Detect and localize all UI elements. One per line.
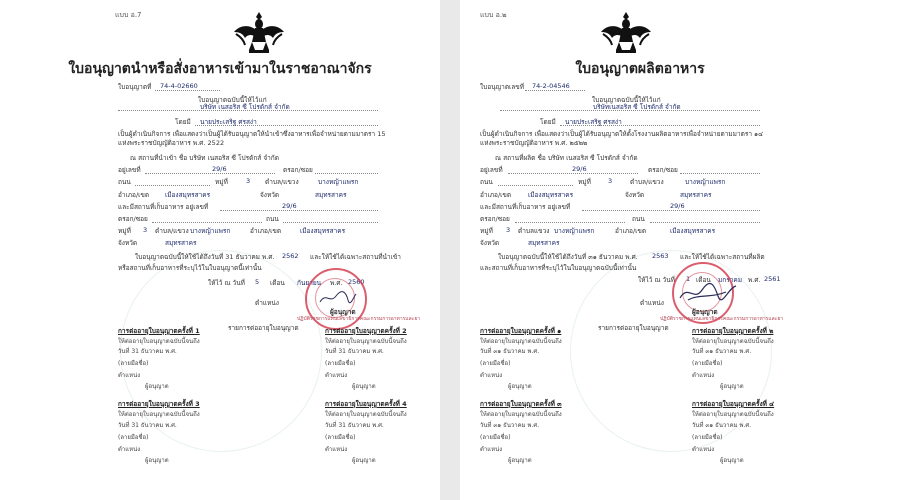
moo-number: 3: [608, 177, 613, 185]
garuda-emblem-icon: [233, 10, 285, 56]
province2: สมุทรสาคร: [528, 239, 560, 247]
subdistrict2-label: ตำบลแขวง: [518, 227, 550, 235]
production-place-label: ณ สถานที่ผลิต ชื่อ บริษัท เนสอริส ซี โปรดักส์ จำกัด: [495, 154, 638, 162]
address-number-label: อยู่เลขที่: [118, 166, 141, 174]
act-reference: แห่งพระราชบัญญัติอาหาร พ.ศ. 2522: [118, 139, 225, 147]
validity-statement-cont: และสถานที่เก็บอาหารที่ระบุไว้ในใบอนุญาตฉบับนี้เท่านั้น: [480, 264, 637, 272]
moo2-number: 3: [506, 226, 511, 234]
given-month: มกราคม: [718, 276, 742, 284]
validity-year: 2563: [652, 252, 669, 260]
by-label: โดยมี: [175, 118, 191, 126]
given-year-label: พ.ศ.: [330, 279, 343, 287]
moo2-number: 3: [143, 226, 148, 234]
given-day: 1: [686, 275, 691, 283]
storage-number: 29/6: [670, 202, 685, 210]
moo-number: 3: [246, 177, 251, 185]
granted-to-label: ใบอนุญาตฉบับนี้ให้ไว้แก่: [198, 96, 267, 104]
soi-label: ตรอก/ซอย: [283, 166, 313, 174]
soi2-label: ตรอก/ซอย: [480, 215, 510, 223]
signer-position-label: ตำแหน่ง: [255, 299, 279, 307]
import-license-document: แบบ อ.7 ใบอนุญาตนำหรือสั่งอาหารเข้ามาในราชอาณาจักร ใบอนุญาตที่ 74-4-02660 ใบอนุญาตฉบับนี้ให้ไว้แก่ บริษัท เนสอริส ซี โปรดักส์ จำกัด โดยมี นายประเสริฐ ศรสง่า เป็นผู้ดำเนินกิจการ เพื่อแสดงว่าเป็นผู้ได้รับอนุญาตให้นำเข้าซึ่งอาหารเพื่อจำหน่ายตามมาตรา 15 แห่งพระราชบัญญัติอาหาร พ.ศ. 2522 ณ สถานที่นำเข้า ชื่อ บริษัท เนสอริส ซี โปรดักส์ จำกัด อยู่เลขที่ 29/6 ตรอก/ซอย ถนน หมู่ที่ 3 ตำบล/แขวง บางหญ้าแพรก อำเภอ/เขต เมืองสมุทรสาคร จังหวัด สมุทรสาคร และมีสถานที่เก็บอาหาร อยู่เลขที่ 29/6 ตรอก/ซอย ถนน หมู่ที่ 3 ตำบล/แขวง บางหญ้าแพรก อำเภอ/เขต เมืองสมุทรสาคร จังหวัด สมุทรสาคร ใบอนุญาตฉบับนี้ให้ใช้ได้ถึงวันที่ 31 ธันวาคม พ.ศ. 2562 และให้ใช้ได้เฉพาะสถานที่นำเข้า หรือสถานที่เก็บอาหารที่ระบุไว้ในใบอนุญาตนี้เท่านั้น ให้ไว้ ณ วันที่ 5 เดือน กันยายน พ.ศ. 2560 ตำแหน่ง ผู้อนุญาต ปฏิบัติราชการแทนเลขาธิการคณะกรรมการอาหารและยา รายการต่ออายุใบอนุญาต การต่ออายุใบอนุญาตครั้งที่ 1 ให้ต่ออายุใบอนุญาตฉบับนี้จนถึง วันที่ 31 ธันวาคม พ.ศ. (ลายมือชื่อ) ตำแหน่ง ผู้อนุญาต การต่ออายุใบอนุญาตครั้งที่ 2 ให้ต่ออายุใบอนุญาตฉบับนี้จนถึง วันที่ 31 ธันวาคม พ.ศ. (ลายมือชื่อ) ตำแหน่ง ผู้อนุญาต การต่ออายุใบอนุญาตครั้งที่ 3 ให้ต่ออายุใบอนุญาตฉบับนี้จนถึง วันที่ 31 ธันวาคม พ.ศ. (ลายมือชื่อ) ตำแหน่ง ผู้อนุญาต การต่ออายุใบอนุญาตครั้งที่ 4 ให้ต่ออายุใบอนุญาตฉบับนี้จนถึง วันที่ 31 ธันวาคม พ.ศ. (ลายมือชื่อ) ตำแหน่ง ผู้อนุญาต: [0, 0, 440, 500]
subdistrict2: บางหญ้าแพรก: [190, 227, 231, 235]
stamp-caption: ปฏิบัติราชการแทนเลขาธิการคณะกรรมการอาหารและยา: [660, 316, 784, 322]
validity-year: 2562: [282, 252, 299, 260]
storage-number: 29/6: [282, 202, 297, 210]
province2-label: จังหวัด: [480, 239, 500, 247]
district2-label: อำเภอ/เขต: [250, 227, 282, 235]
district-label: อำเภอ/เขต: [480, 191, 512, 199]
operator-name: นายประเสริฐ ศรสง่า: [565, 118, 622, 126]
validity-statement: ใบอนุญาตฉบับนี้ให้ใช้ได้ถึงวันที่ 31 ธันวาคม พ.ศ.: [135, 253, 275, 261]
stamp-caption: ปฏิบัติราชการแทนเลขาธิการคณะกรรมการอาหารและยา: [297, 316, 421, 322]
granted-to-label: ใบอนุญาตฉบับนี้ให้ไว้แก่: [592, 96, 661, 104]
moo-label: หมู่ที่: [578, 178, 591, 186]
operator-name: นายประเสริฐ ศรสง่า: [200, 118, 257, 126]
moo2-label: หมู่ที่: [480, 227, 493, 235]
company-name: บริษัทเนสอริส ซี โปรดักส์ จำกัด: [593, 103, 681, 111]
validity-scope: และให้ใช้ได้เฉพาะสถานที่ผลิต: [680, 253, 765, 261]
given-month-label: เดือน: [696, 276, 711, 284]
soi-label: ตรอก/ซอย: [648, 166, 678, 174]
subdistrict-label: ตำบล/แขวง: [630, 178, 664, 186]
road2-label: ถนน: [632, 215, 645, 223]
validity-statement-cont: หรือสถานที่เก็บอาหารที่ระบุไว้ในใบอนุญาตนี้เท่านั้น: [118, 264, 262, 272]
form-code: แบบ อ.๒: [480, 11, 507, 19]
province-label: จังหวัด: [260, 191, 280, 199]
road-label: ถนน: [118, 178, 131, 186]
issuer-label: ผู้อนุญาต: [692, 308, 718, 316]
district-label: อำเภอ/เขต: [118, 191, 150, 199]
province: สมุทรสาคร: [315, 191, 347, 199]
moo-label: หมู่ที่: [215, 178, 228, 186]
act-reference: แห่งพระราชบัญญัติอาหาร พ.ศ. ๒๕๒๒: [480, 139, 588, 147]
validity-scope: และให้ใช้ได้เฉพาะสถานที่นำเข้า: [310, 253, 401, 261]
subdistrict: บางหญ้าแพรก: [685, 178, 726, 186]
renewal-list-label: รายการต่ออายุใบอนุญาต: [228, 324, 299, 332]
address-number: 29/6: [572, 165, 587, 173]
license-number-label: ใบอนุญาตที่: [118, 83, 152, 91]
province2: สมุทรสาคร: [165, 239, 197, 247]
subdistrict: บางหญ้าแพรก: [318, 178, 359, 186]
district: เมืองสมุทรสาคร: [165, 191, 211, 199]
given-date-label: ให้ไว้ ณ วันที่: [638, 276, 675, 284]
by-label: โดยมี: [540, 118, 556, 126]
subdistrict-label: ตำบล/แขวง: [265, 178, 299, 186]
province2-label: จังหวัด: [118, 239, 138, 247]
signer-position-label: ตำแหน่ง: [640, 299, 664, 307]
province-label: จังหวัด: [625, 191, 645, 199]
license-number-label: ใบอนุญาตเลขที่: [480, 83, 524, 91]
renewal-list-label: รายการต่ออายุใบอนุญาต: [598, 324, 669, 332]
garuda-emblem-icon: [600, 10, 652, 56]
road-label: ถนน: [480, 178, 493, 186]
document-title: ใบอนุญาตผลิตอาหาร: [575, 61, 705, 77]
soi2-label: ตรอก/ซอย: [118, 215, 148, 223]
validity-statement: ใบอนุญาตฉบับนี้ให้ใช้ได้ถึงวันที่ ๓๑ ธันวาคม พ.ศ.: [498, 253, 638, 261]
given-month-label: เดือน: [270, 279, 285, 287]
license-number: 74-2-04546: [532, 82, 570, 90]
district2-label: อำเภอ/เขต: [615, 227, 647, 235]
storage-label: และมีสถานที่เก็บอาหาร อยู่เลขที่: [118, 203, 209, 211]
province: สมุทรสาคร: [680, 191, 712, 199]
issuer-label: ผู้อนุญาต: [330, 308, 356, 316]
moo2-label: หมู่ที่: [118, 227, 131, 235]
subdistrict2-label: ตำบล/แขวง: [155, 227, 189, 235]
given-year-label: พ.ศ.: [748, 276, 761, 284]
production-license-document: แบบ อ.๒ ใบอนุญาตผลิตอาหาร ใบอนุญาตเลขที่ 74-2-04546 ใบอนุญาตฉบับนี้ให้ไว้แก่ บริษัทเนสอริส ซี โปรดักส์ จำกัด โดยมี นายประเสริฐ ศรสง่า เป็นผู้ดำเนินกิจการ เพื่อแสดงว่าเป็นผู้ได้รับอนุญาตให้ตั้งโรงงานผลิตอาหารเพื่อจำหน่ายตามมาตรา ๑๔ แห่งพระราชบัญญัติอาหาร พ.ศ. ๒๕๒๒ ณ สถานที่ผลิต ชื่อ บริษัท เนสอริส ซี โปรดักส์ จำกัด อยู่เลขที่ 29/6 ตรอก/ซอย ถนน หมู่ที่ 3 ตำบล/แขวง บางหญ้าแพรก อำเภอ/เขต เมืองสมุทรสาคร จังหวัด สมุทรสาคร และมีสถานที่เก็บอาหาร อยู่เลขที่ 29/6 ตรอก/ซอย ถนน หมู่ที่ 3 ตำบลแขวง บางหญ้าแพรก อำเภอ/เขต เมืองสมุทรสาคร จังหวัด สมุทรสาคร ใบอนุญาตฉบับนี้ให้ใช้ได้ถึงวันที่ ๓๑ ธันวาคม พ.ศ. 2563 และให้ใช้ได้เฉพาะสถานที่ผลิต และสถานที่เก็บอาหารที่ระบุไว้ในใบอนุญาตฉบับนี้เท่านั้น ให้ไว้ ณ วันที่ 1 เดือน มกราคม พ.ศ. 2561 ตำแหน่ง ผู้อนุญาต ปฏิบัติราชการแทนเลขาธิการคณะกรรมการอาหารและยา รายการต่ออายุใบอนุญาต การต่ออายุใบอนุญาตครั้งที่ ๑ ให้ต่ออายุใบอนุญาตฉบับนี้จนถึง วันที่ ๓๑ ธันวาคม พ.ศ. (ลายมือชื่อ) ตำแหน่ง ผู้อนุญาต การต่ออายุใบอนุญาตครั้งที่ ๒ ให้ต่ออายุใบอนุญาตฉบับนี้จนถึง วันที่ ๓๑ ธันวาคม พ.ศ. (ลายมือชื่อ) ตำแหน่ง ผู้อนุญาต การต่ออายุใบอนุญาตครั้งที่ ๓ ให้ต่ออายุใบอนุญาตฉบับนี้จนถึง วันที่ ๓๑ ธันวาคม พ.ศ. (ลายมือชื่อ) ตำแหน่ง ผู้อนุญาต การต่ออายุใบอนุญาตครั้งที่ ๔ ให้ต่ออายุใบอนุญาตฉบับนี้จนถึง วันที่ ๓๑ ธันวาคม พ.ศ. (ลายมือชื่อ) ตำแหน่ง ผู้อนุญาต: [460, 0, 900, 500]
address-number: 29/6: [212, 165, 227, 173]
operator-statement: เป็นผู้ดำเนินกิจการ เพื่อแสดงว่าเป็นผู้ได้รับอนุญาตให้ตั้งโรงงานผลิตอาหารเพื่อจำหน่ายตามมาตรา ๑๔: [480, 130, 764, 138]
district2: เมืองสมุทรสาคร: [670, 227, 716, 235]
form-code: แบบ อ.7: [115, 11, 142, 19]
document-title: ใบอนุญาตนำหรือสั่งอาหารเข้ามาในราชอาณาจักร: [68, 61, 372, 77]
import-place-label: ณ สถานที่นำเข้า ชื่อ บริษัท เนสอริส ซี โปรดักส์ จำกัด: [130, 154, 279, 162]
given-day: 5: [255, 278, 260, 286]
district: เมืองสมุทรสาคร: [528, 191, 574, 199]
license-number: 74-4-02660: [160, 82, 198, 90]
given-month: กันยายน: [297, 279, 322, 287]
address-number-label: อยู่เลขที่: [480, 166, 503, 174]
given-date-label: ให้ไว้ ณ วันที่: [208, 279, 245, 287]
signature-mark: [318, 290, 358, 306]
signature-mark: [678, 282, 738, 304]
storage-label: และมีสถานที่เก็บอาหาร อยู่เลขที่: [480, 203, 571, 211]
district2: เมืองสมุทรสาคร: [300, 227, 346, 235]
given-year: 2561: [764, 275, 781, 283]
operator-statement: เป็นผู้ดำเนินกิจการ เพื่อแสดงว่าเป็นผู้ได้รับอนุญาตให้นำเข้าซึ่งอาหารเพื่อจำหน่ายตามมาตรา 15: [118, 130, 386, 138]
company-name: บริษัท เนสอริส ซี โปรดักส์ จำกัด: [200, 103, 290, 111]
subdistrict2: บางหญ้าแพรก: [554, 227, 595, 235]
given-year: 2560: [348, 278, 365, 286]
road2-label: ถนน: [266, 215, 279, 223]
